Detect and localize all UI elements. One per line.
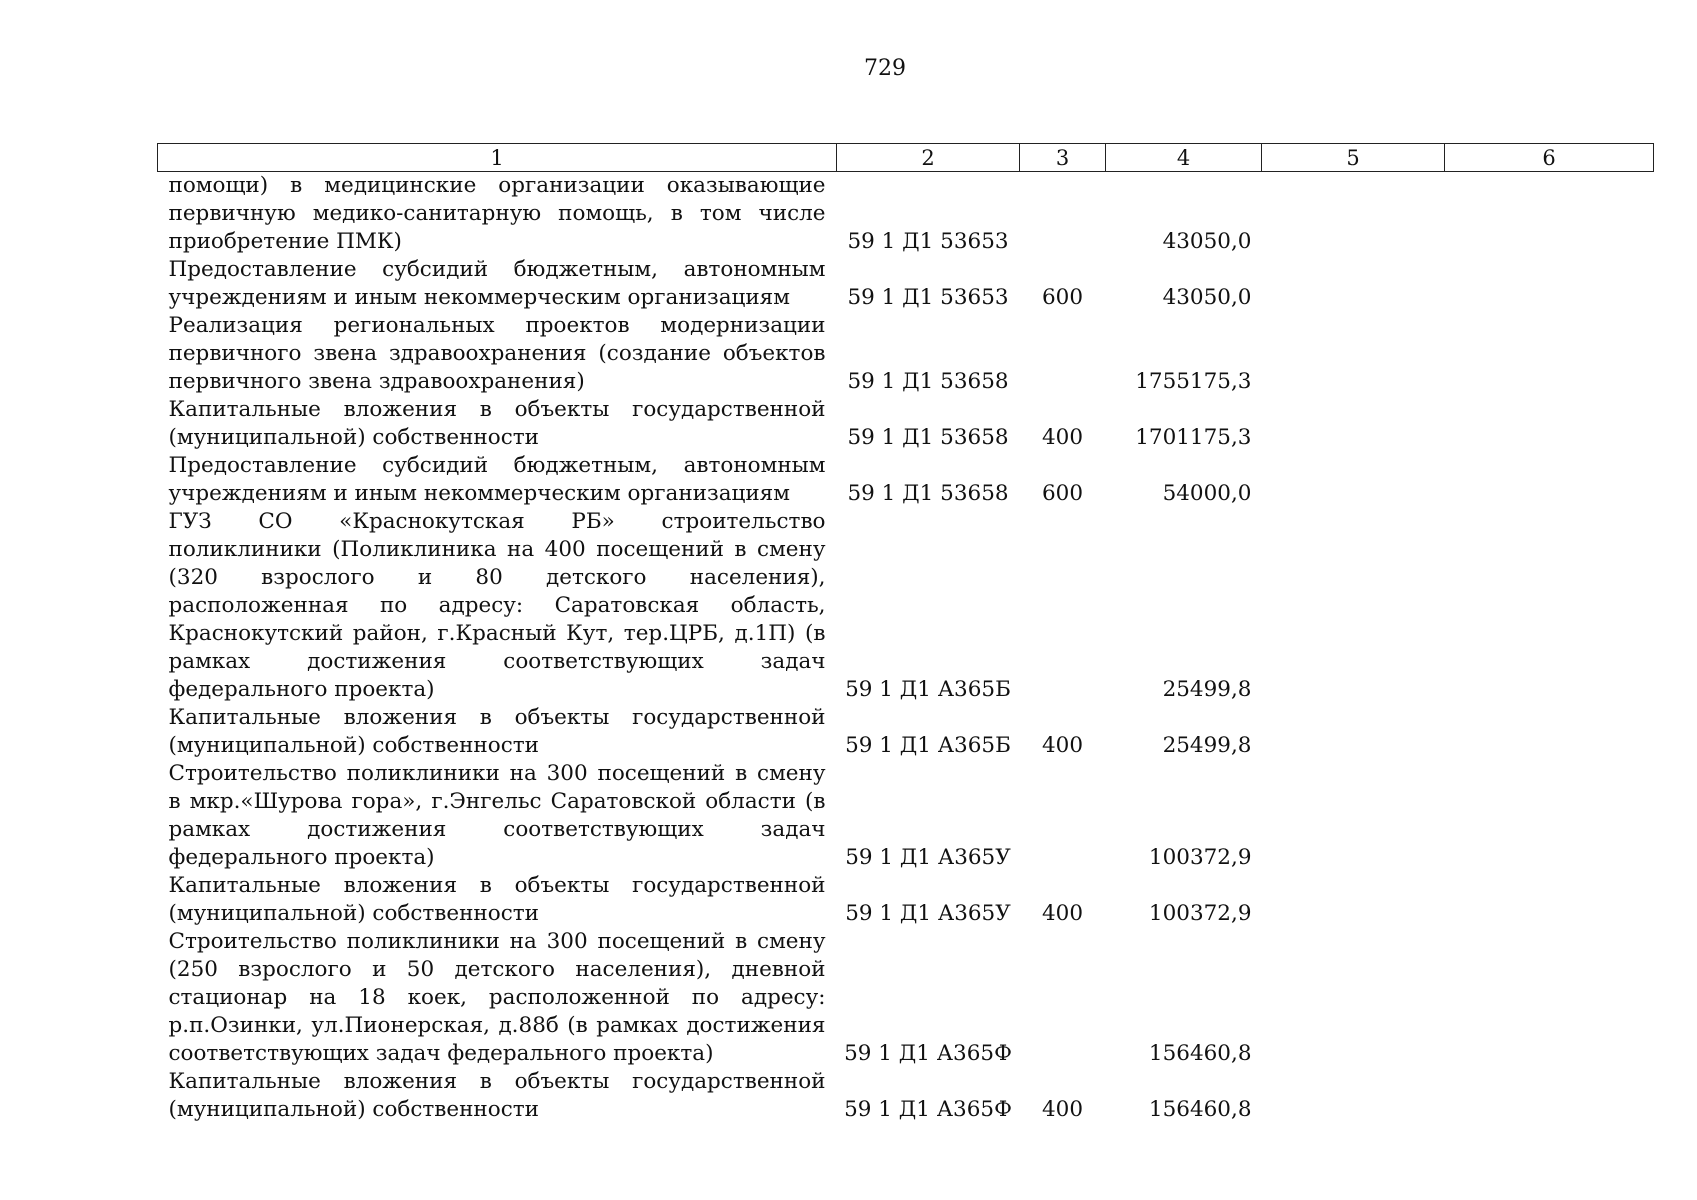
expense-type-code <box>1020 312 1106 396</box>
column-6-value <box>1445 872 1654 928</box>
table-row <box>158 508 1654 704</box>
column-header: 1 <box>158 144 837 172</box>
amount-value: 1755175,3 <box>1135 369 1252 394</box>
amount-value: 1701175,3 <box>1135 425 1252 450</box>
amount-value: 54000,0 <box>1162 481 1252 506</box>
expense-type-code <box>1020 760 1106 872</box>
expense-type-code <box>1020 928 1106 1068</box>
column-6-value <box>1445 396 1654 452</box>
amount-value: 100372,9 <box>1148 901 1252 926</box>
column-header: 2 <box>837 144 1020 172</box>
item-name: Реализация региональных проектов модернизации первичного звена здравоохранения (создание объектов первичного звена здравоохранения) <box>168 313 826 394</box>
item-name: Строительство поликлиники на 300 посещений в смену (250 взрослого и 50 детского населения), дневной стационар на 18 коек, расположенной по адресу: р.п.Озинки, ул.Пионерская, д.88б (в рамках достижения соответствующих задач федерального проекта) <box>168 929 826 1066</box>
expense-type-code: 400 <box>1041 901 1084 926</box>
table-row <box>158 872 1654 928</box>
amount-value: 43050,0 <box>1162 229 1252 254</box>
target-article-code: 59 1 Д1 А365Б <box>845 677 1011 702</box>
column-5-value <box>1262 172 1445 257</box>
table-row <box>158 760 1654 872</box>
table-row <box>158 396 1654 452</box>
column-6-value <box>1445 1068 1654 1124</box>
expense-type-code: 400 <box>1041 1097 1084 1122</box>
column-5-value <box>1262 312 1445 396</box>
column-5-value <box>1262 256 1445 312</box>
table-row <box>158 928 1654 1068</box>
target-article-code: 59 1 Д1 53653 <box>847 229 1009 254</box>
column-6-value <box>1445 452 1654 508</box>
target-article-code: 59 1 Д1 А365У <box>845 845 1011 870</box>
item-name: Капитальные вложения в объекты государственной (муниципальной) собственности <box>168 705 826 758</box>
column-6-value <box>1445 760 1654 872</box>
column-5-value <box>1262 508 1445 704</box>
column-5-value <box>1262 452 1445 508</box>
table-row <box>158 312 1654 396</box>
item-name: Предоставление субсидий бюджетным, автономным учреждениям и иным некоммерческим организациям <box>168 257 826 310</box>
expense-type-code: 400 <box>1041 425 1084 450</box>
amount-value: 156460,8 <box>1148 1041 1252 1066</box>
column-5-value <box>1262 928 1445 1068</box>
amount-value: 100372,9 <box>1148 845 1252 870</box>
table-row <box>158 1068 1654 1124</box>
column-5-value <box>1262 760 1445 872</box>
item-name: Капитальные вложения в объекты государственной (муниципальной) собственности <box>168 1069 826 1122</box>
table-row <box>158 704 1654 760</box>
column-header: 4 <box>1106 144 1262 172</box>
column-header: 3 <box>1020 144 1106 172</box>
item-name: Капитальные вложения в объекты государственной (муниципальной) собственности <box>168 873 826 926</box>
page-number: 729 <box>864 56 906 81</box>
column-header: 6 <box>1445 144 1654 172</box>
column-6-value <box>1445 256 1654 312</box>
expense-type-code <box>1020 508 1106 704</box>
target-article-code: 59 1 Д1 А365Ф <box>844 1041 1012 1066</box>
column-5-value <box>1262 396 1445 452</box>
target-article-code: 59 1 Д1 53658 <box>847 369 1009 394</box>
target-article-code: 59 1 Д1 53653 <box>847 285 1009 310</box>
column-6-value <box>1445 928 1654 1068</box>
table-row <box>158 172 1654 257</box>
expense-type-code <box>1020 172 1106 257</box>
item-name: ГУЗ СО «Краснокутская РБ» строительство поликлиники (Поликлиника на 400 посещений в смену (320 взрослого и 80 детского населения), расположенная по адресу: Саратовская область, Краснокутский район, г.Красный Кут, тер.ЦРБ, д.1П) (в рамках достижения соответствующих задач федерального проекта) <box>168 509 826 702</box>
column-5-value <box>1262 1068 1445 1124</box>
target-article-code: 59 1 Д1 А365У <box>845 901 1011 926</box>
amount-value: 25499,8 <box>1162 733 1252 758</box>
amount-value: 25499,8 <box>1162 677 1252 702</box>
item-name: Предоставление субсидий бюджетным, автономным учреждениям и иным некоммерческим организациям <box>168 453 826 506</box>
table-row <box>158 256 1654 312</box>
budget-table <box>157 143 1654 1124</box>
column-5-value <box>1262 872 1445 928</box>
expense-type-code: 600 <box>1041 481 1084 506</box>
amount-value: 156460,8 <box>1148 1097 1252 1122</box>
expense-type-code: 400 <box>1041 733 1084 758</box>
table-body <box>158 172 1654 1125</box>
column-6-value <box>1445 508 1654 704</box>
column-6-value <box>1445 704 1654 760</box>
target-article-code: 59 1 Д1 А365Ф <box>844 1097 1012 1122</box>
item-name: помощи) в медицинские организации оказывающие первичную медико-санитарную помощь, в том числе приобретение ПМК) <box>168 173 826 254</box>
target-article-code: 59 1 Д1 53658 <box>847 425 1009 450</box>
item-name: Капитальные вложения в объекты государственной (муниципальной) собственности <box>168 397 826 450</box>
target-article-code: 59 1 Д1 А365Б <box>845 733 1011 758</box>
column-5-value <box>1262 704 1445 760</box>
column-6-value <box>1445 172 1654 257</box>
column-6-value <box>1445 312 1654 396</box>
expense-type-code: 600 <box>1041 285 1084 310</box>
column-header: 5 <box>1262 144 1445 172</box>
target-article-code: 59 1 Д1 53658 <box>847 481 1009 506</box>
column-number-header-row <box>158 144 1654 172</box>
amount-value: 43050,0 <box>1162 285 1252 310</box>
item-name: Строительство поликлиники на 300 посещений в смену в мкр.«Шурова гора», г.Энгельс Саратовской области (в рамках достижения соответствующих задач федерального проекта) <box>168 761 826 870</box>
table-row <box>158 452 1654 508</box>
